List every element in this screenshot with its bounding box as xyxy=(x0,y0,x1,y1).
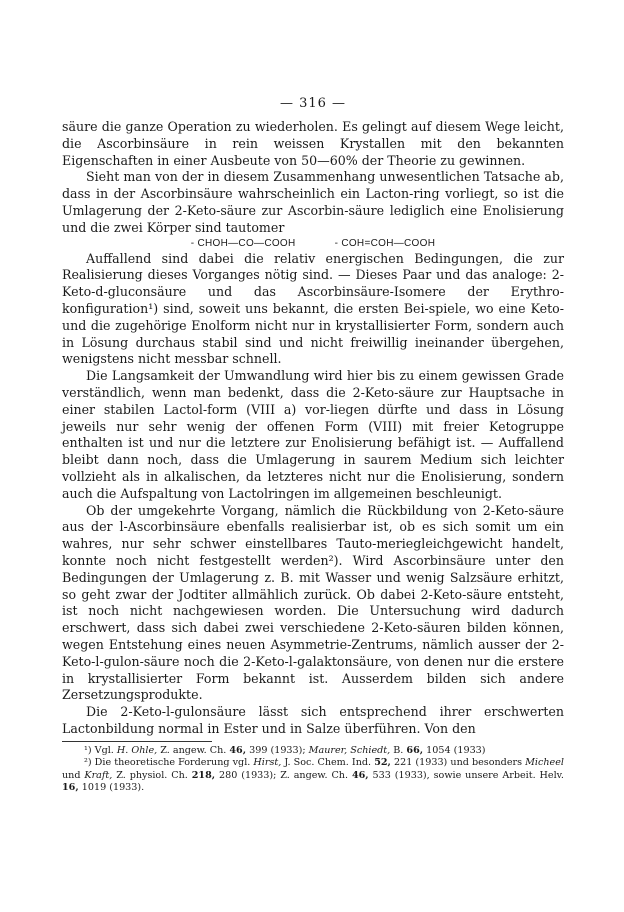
page xyxy=(62,96,564,795)
footnote-2-volume: 16, xyxy=(62,782,79,794)
footnote-2-volume: 46, xyxy=(351,769,369,781)
footnote-divider xyxy=(62,741,212,742)
footnote-1-text: 1054 (1933) xyxy=(423,744,486,756)
tautomer-formula xyxy=(62,237,564,251)
footnote-2-text: und xyxy=(62,769,85,781)
footnote-2-text: 280 (1933); Z. angew. Ch. xyxy=(215,769,352,781)
footnote-2-volume: 218, xyxy=(191,769,216,781)
body-text xyxy=(62,119,564,738)
footnote-2-author: Micheel xyxy=(525,757,564,769)
footnote-2 xyxy=(62,757,564,795)
footnote-1 xyxy=(62,745,564,758)
footnote-2-author: Hirst, xyxy=(253,757,282,769)
footnote-1-text: 399 (1933); xyxy=(246,744,309,756)
formula-enol: - COH=COH—COOH xyxy=(334,237,436,249)
paragraph-2: Sieht man von der in diesem Zusammenhang unwesentlichen Tatsache ab, dass in der Ascorbinsäure wahrscheinlich ein Lacton-ring vorliegt, so ist die Umlagerung der 2-Keto-säure zur Ascorbin-säure lediglich eine Enolisierung und die zwei Körper sind tautomer xyxy=(62,169,564,235)
formula-keto: - CHOH—CO—COOH xyxy=(190,237,296,249)
footnote-2-text: 533 (1933), sowie unsere Arbeit. Helv. xyxy=(368,769,564,781)
paragraph-1: säure die ganze Operation zu wiederholen. Es gelingt auf diesem Wege leicht, die Ascorbinsäure in rein weissen Krystallen mit den bekannten Eigenschaften in einer Ausbeute von 50—60% der Theorie zu gewinnen. xyxy=(62,119,564,168)
footnote-1-mark: ¹) Vgl. xyxy=(84,744,117,756)
footnote-2-text: Z. physiol. Ch. xyxy=(112,769,192,781)
footnote-2-author: Kraft, xyxy=(84,769,113,781)
footnote-1-volume: 46, xyxy=(229,744,247,756)
footnote-1-text: Z. angew. Ch. xyxy=(157,744,230,756)
paragraph-3: Auffallend sind dabei die relativ energischen Bedingungen, die zur Realisierung dieses Vorganges nötig sind. — Dieses Paar und das analoge: 2-Keto-d-gluconsäure und das Ascorbinsäure-Isomere der Erythro-konfiguration¹) sind, soweit uns bekannt, die ersten Bei-spiele, wo eine Keto- und die zugehörige Enolform nicht nur in krystallisierter Form, sondern auch in Lösung durchaus stabil sind und nicht freiwillig ineinander übergehen, wenigstens nicht messbar schnell. xyxy=(62,250,564,367)
footnote-2-text: 221 (1933) und besonders xyxy=(390,757,526,769)
footnote-1-volume: 66, xyxy=(406,744,424,756)
paragraph-6: Die 2-Keto-l-gulonsäure lässt sich entsprechend ihrer erschwerten Lactonbildung normal in Ester und in Salze überführen. Von den xyxy=(62,704,564,736)
footnote-2-mark: ²) Die theoretische Forderung vgl. xyxy=(84,757,254,769)
footnote-1-text: B. xyxy=(390,744,407,756)
footnote-1-author: Maurer, Schiedt, xyxy=(308,744,391,756)
footnote-2-text: J. Soc. Chem. Ind. xyxy=(281,757,375,769)
page-number: — 316 — xyxy=(279,96,347,111)
paragraph-4: Die Langsamkeit der Umwandlung wird hier bis zu einem gewissen Grade verständlich, wenn man bedenkt, dass die 2-Keto-säure zur Hauptsache in einer stabilen Lactol-form (VIII a) vor-liegen dürfte und dass in Lösung jeweils nur sehr wenig der offenen Form (VIII) mit freier Ketogruppe enthalten ist und nur die letztere zur Enolisierung befähigt ist. — Auffallend bleibt dann noch, dass die Umlagerung in saurem Medium sich leichter vollzieht als in alkalischen, da letzteres nicht nur die Enolisierung, sondern auch die Aufspaltung von Lactolringen im allgemeinen beschleunigt. xyxy=(62,368,564,501)
footnote-2-text: 1019 (1933). xyxy=(78,782,145,794)
paragraph-5: Ob der umgekehrte Vorgang, nämlich die Rückbildung von 2-Keto-säure aus der l-Ascorbinsäure ebenfalls realisierbar ist, ob es sich somit um ein wahres, nur sehr schwer einstellbares Tauto-meriegleichgewicht handelt, konnte noch nicht festgestellt werden²). Wird Ascorbinsäure unter den Bedingungen der Umlagerung z. B. mit Wasser und wenig Salzsäure erhitzt, so geht zwar der Jodtiter allmählich zurück. Ob dabei 2-Keto-säure entsteht, ist noch nicht nachgewiesen worden. Die Untersuchung wird dadurch erschwert, dass sich dabei zwei verschiedene 2-Keto-säuren bilden können, wegen Entstehung eines neuen Asymmetrie-Zentrums, nämlich ausser der 2-Keto-l-gulon-säure noch die 2-Keto-l-galaktonsäure, von denen nur die erstere in krystallisierter Form bekannt ist. Ausserdem bilden sich andere Zersetzungsprodukte. xyxy=(62,502,564,703)
footnote-1-author: H. Ohle, xyxy=(116,744,158,756)
footnote-2-volume: 52, xyxy=(374,757,391,769)
